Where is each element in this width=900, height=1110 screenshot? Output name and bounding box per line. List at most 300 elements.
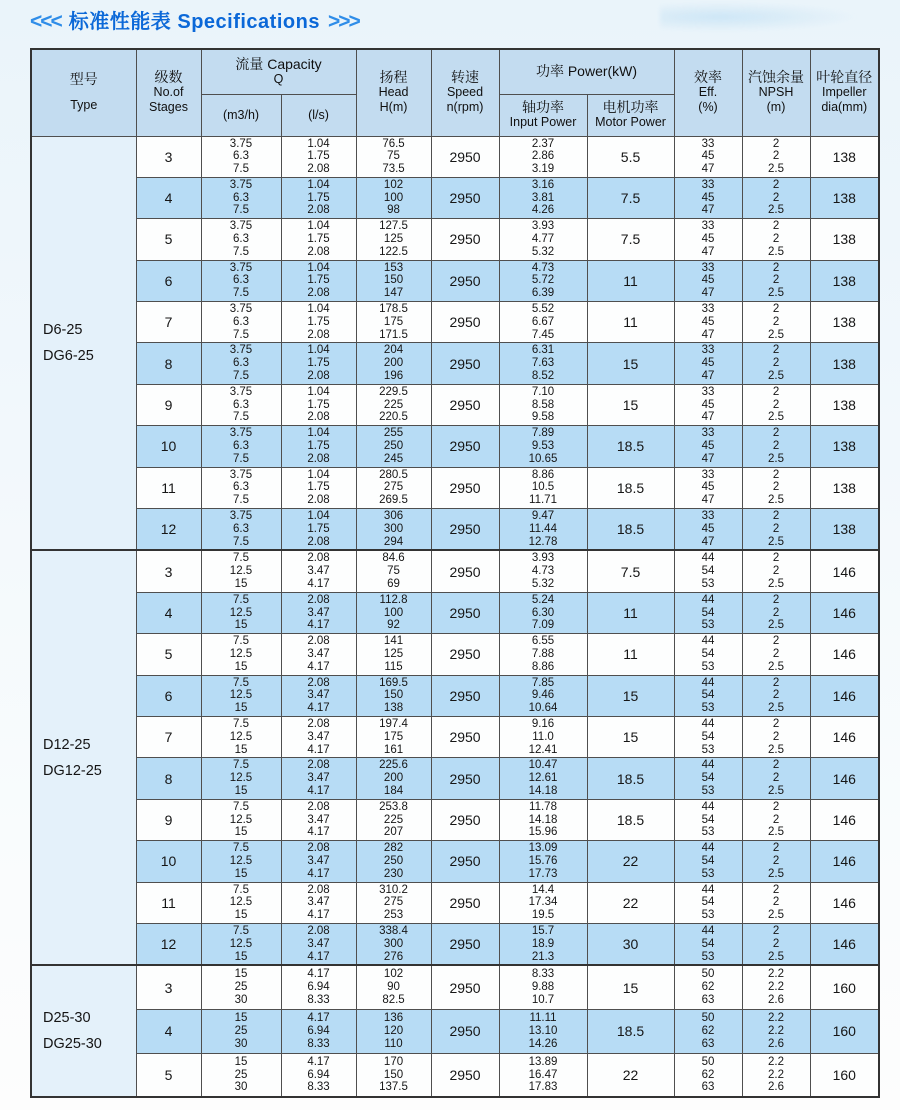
col-header-speed <box>431 49 499 136</box>
value-line: 2 <box>772 647 780 660</box>
motor-power-cell: 11 <box>587 634 674 675</box>
header-capacity-unit1: (m3/h) <box>222 107 260 122</box>
speed-cell: 2950 <box>431 177 499 218</box>
value-line: 2.08 <box>307 883 330 896</box>
input-power-cell <box>499 675 587 716</box>
head-cell <box>356 260 431 301</box>
head-cell <box>356 634 431 675</box>
value-line: 62 <box>701 1068 715 1081</box>
capacity-ls-cell <box>281 136 356 177</box>
model-name: D6-25 <box>43 321 83 338</box>
npsh-cell <box>742 882 810 923</box>
stage-cell: 3 <box>136 550 201 592</box>
value-line: 7.5 <box>233 759 249 772</box>
header-impeller-unit: dia(mm) <box>821 100 868 115</box>
value-line: 54 <box>701 606 715 619</box>
value-line: 25 <box>234 981 248 994</box>
value-line: 253 <box>383 909 404 922</box>
capacity-ls-cell <box>281 467 356 508</box>
value-line: 2.5 <box>768 328 785 341</box>
value-line: 10.7 <box>531 993 555 1006</box>
value-line: 33 <box>701 344 715 357</box>
value-line: 3.81 <box>531 191 555 204</box>
value-line: 9.58 <box>531 411 555 424</box>
motor-power-cell: 18.5 <box>587 758 674 799</box>
value-line: 4.17 <box>307 619 330 632</box>
table-body <box>31 136 879 1097</box>
value-line: 7.45 <box>531 328 555 341</box>
header-motor-power-zh: 电机功率 <box>602 99 659 115</box>
value-line: 125 <box>383 233 404 246</box>
value-line: 2 <box>772 772 780 785</box>
value-line: 13.89 <box>528 1055 558 1068</box>
value-line: 12.78 <box>528 535 558 548</box>
impeller-dia-cell: 138 <box>810 219 879 260</box>
value-line: 2.5 <box>768 950 785 963</box>
speed-cell: 2950 <box>431 965 499 1009</box>
impeller-dia-cell: 146 <box>810 592 879 633</box>
value-line: 102 <box>383 968 404 981</box>
value-line: 1.04 <box>307 178 330 191</box>
value-line: 75 <box>387 150 400 163</box>
stage-cell: 12 <box>136 509 201 551</box>
value-line: 2 <box>772 315 780 328</box>
value-line: 112.8 <box>379 593 408 606</box>
value-line: 13.10 <box>528 1024 558 1037</box>
value-line: 33 <box>701 303 715 316</box>
npsh-cell <box>742 550 810 592</box>
eff-cell <box>674 1009 742 1053</box>
value-line: 75 <box>387 565 400 578</box>
value-line: 90 <box>387 981 400 994</box>
impeller-dia-cell: 146 <box>810 882 879 923</box>
value-line: 2 <box>772 813 780 826</box>
value-line: 11.44 <box>529 522 557 535</box>
head-cell <box>356 965 431 1009</box>
motor-power-cell: 18.5 <box>587 799 674 840</box>
value-line: 45 <box>701 357 715 370</box>
capacity-ls-cell <box>281 675 356 716</box>
value-line: 3.75 <box>229 468 253 481</box>
header-input-power-en: Input Power <box>509 115 577 129</box>
col-header-type <box>31 49 136 136</box>
capacity-ls-cell <box>281 923 356 965</box>
value-line: 9.16 <box>531 717 555 730</box>
value-line: 14.18 <box>528 813 558 826</box>
impeller-dia-cell: 138 <box>810 260 879 301</box>
motor-power-cell: 15 <box>587 965 674 1009</box>
head-cell <box>356 343 431 384</box>
value-line: 15 <box>234 1012 248 1025</box>
table-row <box>31 302 879 343</box>
impeller-dia-cell: 138 <box>810 177 879 218</box>
stage-cell: 5 <box>136 634 201 675</box>
value-line: 11.0 <box>532 730 554 743</box>
value-line: 7.5 <box>233 163 249 176</box>
head-cell <box>356 841 431 882</box>
value-line: 53 <box>701 826 715 839</box>
npsh-cell <box>742 675 810 716</box>
value-line: 2.08 <box>307 842 330 855</box>
value-line: 6.3 <box>233 440 249 453</box>
input-power-cell <box>499 136 587 177</box>
eff-cell <box>674 550 742 592</box>
speed-cell: 2950 <box>431 343 499 384</box>
stage-cell: 9 <box>136 384 201 425</box>
capacity-m3h-cell <box>201 882 281 923</box>
value-line: 7.5 <box>233 452 249 465</box>
value-line: 8.33 <box>307 993 330 1006</box>
value-line: 62 <box>701 1024 715 1037</box>
value-line: 10.5 <box>531 481 555 494</box>
table-row <box>31 799 879 840</box>
value-line: 102 <box>383 178 404 191</box>
value-line: 310.2 <box>379 883 408 896</box>
value-line: 1.04 <box>307 385 330 398</box>
npsh-cell <box>742 799 810 840</box>
capacity-m3h-cell <box>201 302 281 343</box>
input-power-cell <box>499 841 587 882</box>
impeller-dia-cell: 138 <box>810 467 879 508</box>
value-line: 2.08 <box>307 370 330 383</box>
value-line: 6.31 <box>531 344 555 357</box>
value-line: 44 <box>701 552 715 565</box>
value-line: 14.26 <box>528 1037 558 1050</box>
head-cell <box>356 716 431 757</box>
value-line: 33 <box>701 261 715 274</box>
value-line: 30 <box>234 1037 248 1050</box>
value-line: 169.5 <box>379 676 408 689</box>
speed-cell: 2950 <box>431 882 499 923</box>
value-line: 2.08 <box>307 245 330 258</box>
header-input-power-zh: 轴功率 <box>522 99 565 115</box>
model-name: DG25-30 <box>43 1036 102 1053</box>
value-line: 3.75 <box>229 178 253 191</box>
value-line: 4.77 <box>531 233 555 246</box>
speed-cell: 2950 <box>431 384 499 425</box>
value-line: 125 <box>383 647 404 660</box>
motor-power-cell: 15 <box>587 384 674 425</box>
impeller-dia-cell: 160 <box>810 965 879 1009</box>
value-line: 2.08 <box>307 759 330 772</box>
value-line: 6.3 <box>233 191 249 204</box>
value-line: 30 <box>234 993 248 1006</box>
value-line: 3.75 <box>229 344 253 357</box>
value-line: 2.2 <box>768 1024 785 1037</box>
value-line: 1.75 <box>307 274 330 287</box>
header-head-unit: H(m) <box>379 100 408 115</box>
value-line: 15 <box>234 1055 248 1068</box>
col-header-capacity-m3h <box>201 94 281 136</box>
page-title <box>30 5 359 34</box>
model-name: DG12-25 <box>43 762 102 779</box>
value-line: 2.5 <box>768 702 785 715</box>
model-type-cell <box>31 136 136 550</box>
speed-cell: 2950 <box>431 716 499 757</box>
value-line: 8.33 <box>307 1081 330 1094</box>
motor-power-cell: 15 <box>587 716 674 757</box>
value-line: 44 <box>701 717 715 730</box>
value-line: 62 <box>701 981 715 994</box>
value-line: 175 <box>383 315 404 328</box>
value-line: 275 <box>383 896 404 909</box>
input-power-cell <box>499 592 587 633</box>
value-line: 47 <box>701 452 715 465</box>
value-line: 2 <box>772 854 780 867</box>
value-line: 197.4 <box>379 717 408 730</box>
speed-cell: 2950 <box>431 758 499 799</box>
header-head-zh: 扬程 <box>379 69 408 86</box>
eff-cell <box>674 302 742 343</box>
capacity-m3h-cell <box>201 509 281 551</box>
value-line: 45 <box>701 522 715 535</box>
value-line: 8.52 <box>531 370 555 383</box>
eff-cell <box>674 799 742 840</box>
value-line: 1.04 <box>307 137 330 150</box>
value-line: 2.5 <box>768 826 785 839</box>
motor-power-cell: 7.5 <box>587 219 674 260</box>
value-line: 9.88 <box>531 981 555 994</box>
value-line: 338.4 <box>379 924 408 937</box>
value-line: 3.47 <box>307 772 330 785</box>
npsh-cell <box>742 923 810 965</box>
value-line: 3.75 <box>229 220 253 233</box>
value-line: 1.75 <box>307 191 330 204</box>
specifications-table <box>30 48 880 1098</box>
eff-cell <box>674 343 742 384</box>
left-chevrons-icon: <<< <box>30 10 61 33</box>
value-line: 19.5 <box>531 909 555 922</box>
value-line: 110 <box>384 1037 403 1050</box>
model-name: D12-25 <box>43 736 91 753</box>
input-power-cell <box>499 923 587 965</box>
value-line: 153 <box>383 261 404 274</box>
capacity-m3h-cell <box>201 260 281 301</box>
value-line: 2.08 <box>307 204 330 217</box>
value-line: 12.5 <box>229 647 253 660</box>
head-cell <box>356 384 431 425</box>
value-line: 300 <box>383 937 404 950</box>
value-line: 170 <box>383 1055 404 1068</box>
value-line: 14.4 <box>531 883 555 896</box>
motor-power-cell: 18.5 <box>587 509 674 551</box>
value-line: 2.5 <box>768 784 785 797</box>
col-header-stages <box>136 49 201 136</box>
capacity-ls-cell <box>281 384 356 425</box>
table-row <box>31 1053 879 1097</box>
capacity-ls-cell <box>281 426 356 467</box>
motor-power-cell: 15 <box>587 675 674 716</box>
capacity-ls-cell <box>281 1009 356 1053</box>
value-line: 1.04 <box>307 261 330 274</box>
value-line: 2 <box>772 759 780 772</box>
value-line: 50 <box>701 1055 715 1068</box>
value-line: 15 <box>234 867 248 880</box>
value-line: 200 <box>383 772 404 785</box>
value-line: 30 <box>234 1081 248 1094</box>
capacity-m3h-cell <box>201 177 281 218</box>
value-line: 2 <box>772 303 780 316</box>
value-line: 15 <box>234 578 248 590</box>
value-line: 2.2 <box>768 1012 785 1025</box>
value-line: 6.3 <box>233 315 249 328</box>
capacity-ls-cell <box>281 758 356 799</box>
value-line: 2 <box>772 178 780 191</box>
value-line: 5.24 <box>531 593 555 606</box>
value-line: 7.5 <box>233 924 249 937</box>
value-line: 11.71 <box>529 494 557 507</box>
value-line: 2 <box>772 137 780 150</box>
value-line: 4.17 <box>307 1012 330 1025</box>
table-row <box>31 260 879 301</box>
value-line: 3.47 <box>307 937 330 950</box>
value-line: 53 <box>701 784 715 797</box>
stage-cell: 8 <box>136 343 201 384</box>
head-cell <box>356 550 431 592</box>
value-line: 7.5 <box>233 287 249 300</box>
input-power-cell <box>499 965 587 1009</box>
model-type-cell <box>31 965 136 1097</box>
input-power-cell <box>499 716 587 757</box>
value-line: 2 <box>772 689 780 702</box>
eff-cell <box>674 384 742 425</box>
head-cell <box>356 302 431 343</box>
table-row <box>31 177 879 218</box>
value-line: 25 <box>234 1024 248 1037</box>
value-line: 47 <box>701 287 715 300</box>
value-line: 161 <box>383 743 404 756</box>
value-line: 47 <box>701 411 715 424</box>
value-line: 2 <box>772 233 780 246</box>
impeller-dia-cell: 138 <box>810 136 879 177</box>
input-power-cell <box>499 219 587 260</box>
npsh-cell <box>742 592 810 633</box>
value-line: 100 <box>383 606 404 619</box>
eff-cell <box>674 882 742 923</box>
eff-cell <box>674 219 742 260</box>
value-line: 7.5 <box>233 717 249 730</box>
value-line: 178.5 <box>379 303 408 316</box>
value-line: 2.08 <box>307 452 330 465</box>
value-line: 138 <box>383 702 404 715</box>
value-line: 5.32 <box>531 245 555 258</box>
value-line: 2.6 <box>768 1037 785 1050</box>
value-line: 54 <box>701 813 715 826</box>
value-line: 2.08 <box>307 635 330 648</box>
value-line: 2 <box>772 510 780 523</box>
value-line: 1.75 <box>307 440 330 453</box>
value-line: 12.5 <box>229 813 253 826</box>
table-row <box>31 923 879 965</box>
page-title-text: 标准性能表 Specifications <box>68 11 320 33</box>
value-line: 122.5 <box>379 245 408 258</box>
value-line: 7.5 <box>233 328 249 341</box>
value-line: 141 <box>383 635 404 648</box>
value-line: 7.5 <box>233 676 249 689</box>
value-line: 2 <box>772 717 780 730</box>
value-line: 15 <box>234 826 248 839</box>
value-line: 6.3 <box>233 481 249 494</box>
motor-power-cell: 11 <box>587 302 674 343</box>
value-line: 63 <box>701 1037 715 1050</box>
capacity-ls-cell <box>281 965 356 1009</box>
value-line: 12.5 <box>229 565 253 578</box>
value-line: 15 <box>234 784 248 797</box>
value-line: 2.08 <box>307 411 330 424</box>
speed-cell: 2950 <box>431 302 499 343</box>
capacity-ls-cell <box>281 550 356 592</box>
capacity-m3h-cell <box>201 675 281 716</box>
value-line: 6.3 <box>233 357 249 370</box>
value-line: 6.67 <box>531 315 555 328</box>
capacity-m3h-cell <box>201 634 281 675</box>
value-line: 2.08 <box>307 494 330 507</box>
value-line: 3.47 <box>307 647 330 660</box>
value-line: 33 <box>701 468 715 481</box>
value-line: 2.08 <box>307 717 330 730</box>
value-line: 220.5 <box>379 411 408 424</box>
value-line: 33 <box>701 137 715 150</box>
value-line: 300 <box>383 522 404 535</box>
col-header-impeller <box>810 49 879 136</box>
value-line: 17.34 <box>528 896 558 909</box>
value-line: 44 <box>701 593 715 606</box>
value-line: 1.75 <box>307 481 330 494</box>
value-line: 2 <box>772 606 780 619</box>
value-line: 12.5 <box>229 854 253 867</box>
value-line: 3.75 <box>229 427 253 440</box>
npsh-cell <box>742 634 810 675</box>
value-line: 2.6 <box>768 1081 785 1094</box>
table-row <box>31 550 879 592</box>
value-line: 50 <box>701 1012 715 1025</box>
value-line: 2.5 <box>768 909 785 922</box>
value-line: 4.17 <box>307 702 330 715</box>
value-line: 1.04 <box>307 220 330 233</box>
value-line: 15.7 <box>531 924 555 937</box>
value-line: 2.2 <box>768 981 785 994</box>
header-type-en: Type <box>70 98 98 113</box>
value-line: 45 <box>701 150 715 163</box>
value-line: 3.47 <box>307 606 330 619</box>
head-cell <box>356 1053 431 1097</box>
value-line: 2 <box>772 552 780 565</box>
value-line: 4.17 <box>307 660 330 673</box>
table-row <box>31 509 879 551</box>
header-impeller-en: Impeller <box>822 85 867 100</box>
value-line: 2.5 <box>768 452 785 465</box>
value-line: 8.86 <box>531 660 555 673</box>
value-line: 7.09 <box>531 619 555 632</box>
value-line: 255 <box>383 427 404 440</box>
value-line: 137.5 <box>379 1081 408 1094</box>
header-stages-en2: Stages <box>149 100 188 115</box>
value-line: 54 <box>701 772 715 785</box>
capacity-ls-cell <box>281 343 356 384</box>
value-line: 15.76 <box>528 854 558 867</box>
value-line: 2.5 <box>768 245 785 258</box>
value-line: 53 <box>701 909 715 922</box>
value-line: 250 <box>383 854 404 867</box>
value-line: 4.17 <box>307 867 330 880</box>
table-row <box>31 384 879 425</box>
value-line: 276 <box>383 950 404 963</box>
value-line: 4.73 <box>531 565 555 578</box>
value-line: 7.89 <box>531 427 555 440</box>
value-line: 4.17 <box>307 826 330 839</box>
value-line: 2 <box>772 398 780 411</box>
table-row <box>31 219 879 260</box>
